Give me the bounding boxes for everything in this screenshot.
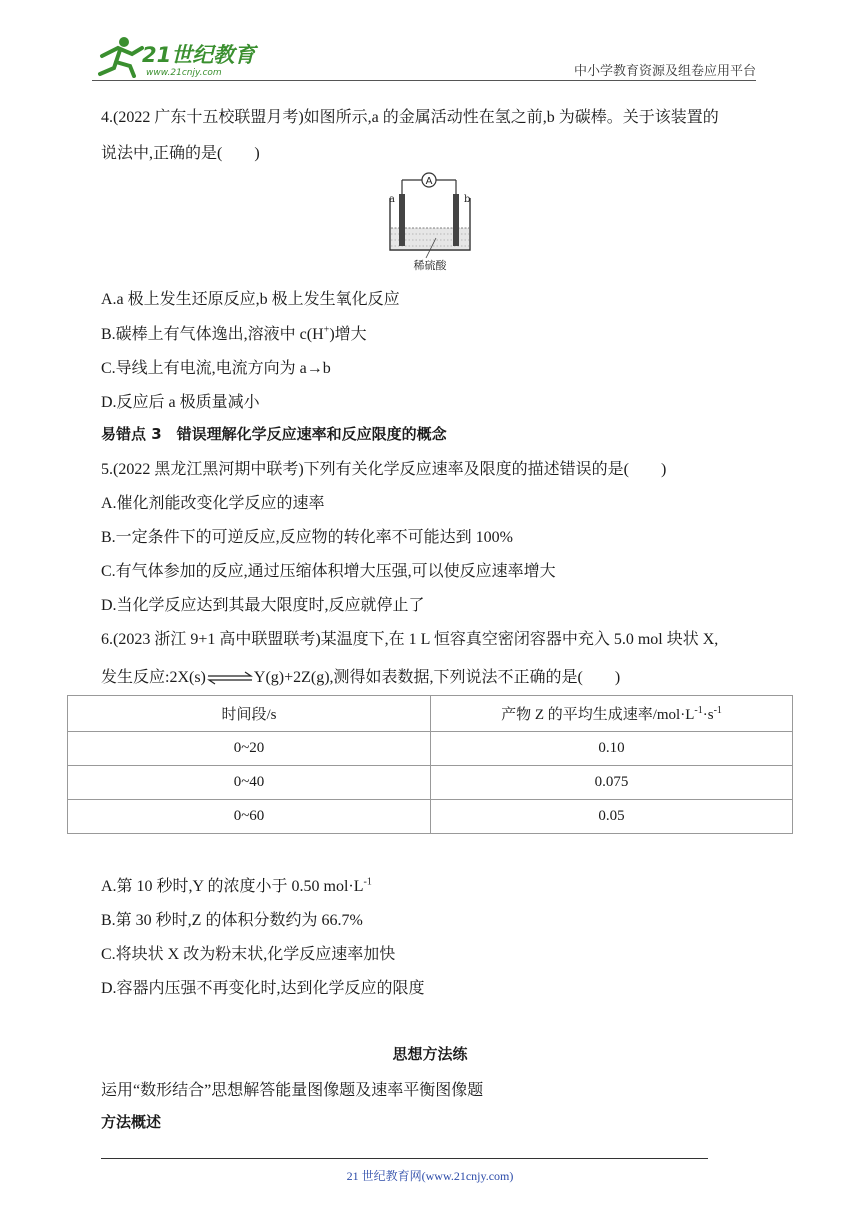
q5-stem: 5.(2022 黑龙江黑河期中联考)下列有关化学反应速率及限度的描述错误的是( ) (101, 461, 667, 478)
solution-label: 稀硫酸 (413, 259, 447, 272)
footer-text: 21 世纪教育网(www.21cnjy.com) (346, 1169, 514, 1183)
section3-title: 易错点 3 错误理解化学反应速率和反应限度的概念 (101, 425, 447, 443)
q4-option-a: A.a 极上发生还原反应,b 极上发生氧化反应 (101, 291, 400, 308)
q4-stem-line2: 说法中,正确的是( ) (101, 145, 260, 162)
q6-option-b: B.第 30 秒时,Z 的体积分数约为 66.7% (101, 912, 363, 929)
logo-url: www.21cnjy.com (146, 68, 222, 78)
q6-stem-line1: 6.(2023 浙江 9+1 高中联盟联考)某温度下,在 1 L 恒容真空密闭容器中充入 5.0 mol 块状 X, (101, 631, 719, 648)
table-cell-rate: 0.075 (431, 766, 793, 800)
q5-option-b: B.一定条件下的可逆反应,反应物的转化率不可能达到 100% (101, 529, 514, 546)
q4-option-c: C.导线上有电流,电流方向为 a→b (101, 360, 331, 377)
q6-option-c: C.将块状 X 改为粉末状,化学反应速率加快 (101, 946, 396, 963)
q6-option-a: A.第 10 秒时,Y 的浓度小于 0.50 $mol\cdot L^{-1}$ (101, 876, 372, 895)
table-cell-period: 0~60 (68, 800, 431, 834)
table-header-rate: 产物 Z 的平均生成速率$/mol\cdot L^{-1}\cdot s^{-1}$ (431, 696, 793, 732)
method-overview-heading: 方法概述 (101, 1113, 162, 1131)
electrode-a-label: a (389, 194, 395, 205)
q6-option-d: D.容器内压强不再变化时,达到化学反应的限度 (101, 980, 425, 997)
q5-option-a: A.催化剂能改变化学反应的速率 (101, 495, 325, 512)
electrode-a (399, 194, 405, 246)
table-header-period: 时间段/s (68, 696, 431, 732)
ammeter-label: A (425, 176, 433, 187)
q4-option-b: B.碳棒上有气体逸出,溶液中 c(H+)增大 (101, 324, 367, 343)
header-divider (92, 80, 756, 81)
method-subtitle: 运用“数形结合”思想解答能量图像题及速率平衡图像题 (101, 1082, 484, 1099)
site-logo (92, 34, 262, 78)
electrode-b-label: b (464, 194, 471, 205)
table-cell-period: 0~40 (68, 766, 431, 800)
reversible-arrow-icon (207, 671, 253, 685)
q5-option-c: C.有气体参加的反应,通过压缩体积增大压强,可以使反应速率增大 (101, 563, 556, 580)
table-row (68, 732, 793, 766)
table-row (68, 800, 793, 834)
rate-data-table (67, 695, 793, 834)
q5-option-d: D.当化学反应达到其最大限度时,反应就停止了 (101, 597, 425, 614)
table-row (68, 766, 793, 800)
footer-divider (101, 1158, 708, 1159)
table-cell-period: 0~20 (68, 732, 431, 766)
table-header-row (68, 696, 793, 732)
table-cell-rate: 0.05 (431, 800, 793, 834)
q4-stem-line1: 4.(2022 广东十五校联盟月考)如图所示,a 的金属活动性在氢之前,b 为碳棒。关于该装置的 (101, 109, 719, 126)
logo-title: 21世纪教育 (142, 43, 256, 67)
electrode-b (453, 194, 459, 246)
q4-option-d: D.反应后 a 极质量减小 (101, 394, 260, 411)
method-section-title: 思想方法练 (392, 1045, 468, 1063)
table-cell-rate: 0.10 (431, 732, 793, 766)
header-platform-text: 中小学教育资源及组卷应用平台 (573, 63, 756, 78)
q6-stem-line2: 发生反应:2X(s) Y(g)+2Z(g),测得如表数据,下列说法不正确的是( ) (101, 669, 621, 686)
galvanic-cell-figure (386, 170, 480, 272)
runner-icon (100, 37, 142, 76)
